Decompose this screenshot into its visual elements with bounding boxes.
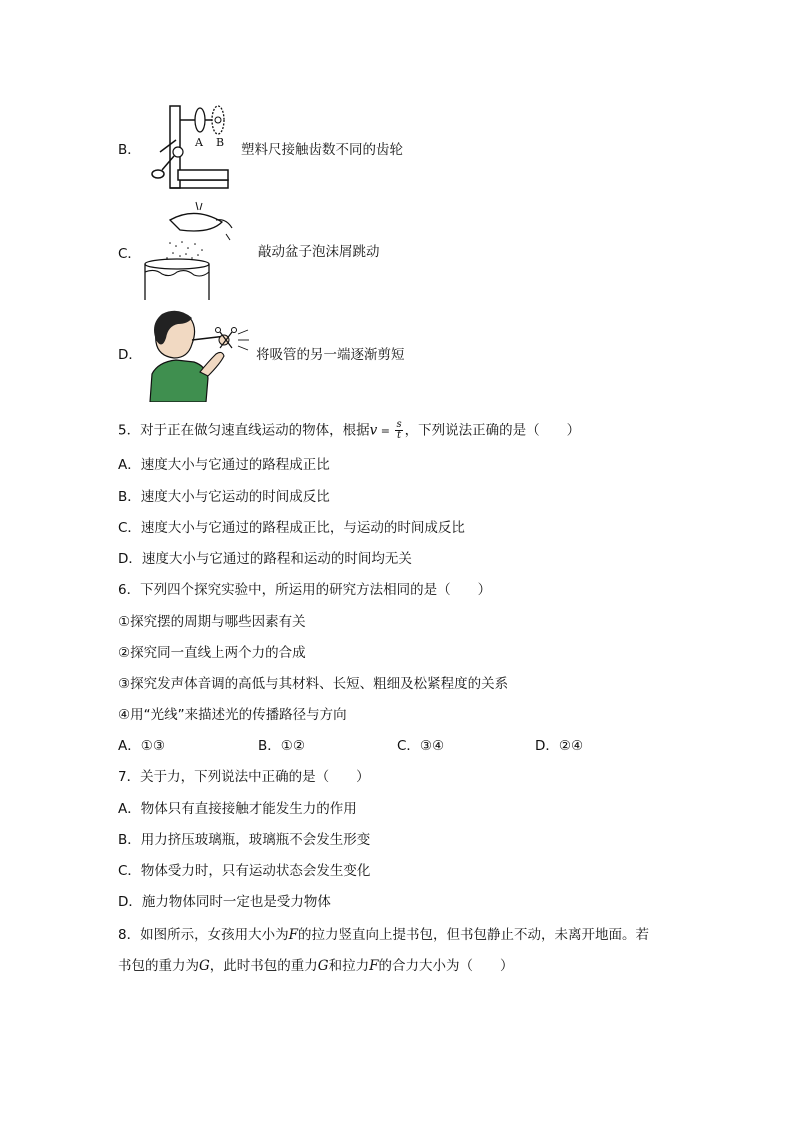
- q6-item-3: ③探究发声体音调的高低与其材料、长短、粗细及松紧程度的关系: [118, 676, 509, 692]
- q8-line-1: [118, 926, 649, 944]
- q8-var-g-2: G: [317, 958, 329, 974]
- q8-var-f-2: F: [369, 958, 379, 974]
- q5-formula-fraction: [395, 420, 402, 441]
- gear-label-a: A: [195, 136, 203, 149]
- q5-formula-num: s: [396, 419, 402, 430]
- q8-line2-c: 和拉力: [328, 958, 370, 974]
- gear-label-b: B: [216, 136, 225, 149]
- q5-option-d: D．速度大小与它通过的路程和运动的时间均无关: [118, 551, 412, 567]
- q6-stem: 6．下列四个探究实验中，所运用的研究方法相同的是（ ）: [118, 582, 492, 598]
- q5-formula-den: t: [397, 430, 402, 441]
- q8-line1-b: 的拉力竖直向上提书包，但书包静止不动，未离开地面。若: [297, 927, 649, 943]
- q8-line1-a: 8．如图所示，女孩用大小为: [118, 927, 289, 943]
- q5-stem-prefix: 5．对于正在做匀速直线运动的物体，根据: [118, 422, 370, 439]
- q4-option-c-text: 敲动盆子泡沫屑跳动: [258, 244, 380, 260]
- girl-straw-figure: [148, 310, 254, 402]
- q8-line2-b: ，此时书包的重力: [209, 958, 318, 974]
- q4-option-c-letter: C．: [118, 246, 141, 262]
- q8-line2-a: 书包的重力为: [118, 958, 199, 974]
- q5-option-b: B．速度大小与它运动的时间成反比: [118, 489, 330, 505]
- q7-option-b: B．用力挤压玻璃瓶，玻璃瓶不会发生形变: [118, 832, 371, 848]
- q8-line-2: [118, 957, 513, 975]
- q5-formula-lhs: v: [369, 422, 378, 439]
- q4-option-d-text: 将吸管的另一端逐渐剪短: [256, 347, 405, 363]
- q7-option-d: D．施力物体同时一定也是受力物体: [118, 894, 331, 910]
- q5-formula-eq: =: [377, 424, 394, 438]
- basin-foam-figure: [140, 198, 240, 303]
- q6-item-4: ④用“光线”来描述光的传播路径与方向: [118, 707, 347, 723]
- q6-item-2: ②探究同一直线上两个力的合成: [118, 645, 306, 661]
- q8-var-f: F: [288, 927, 298, 943]
- q5-stem: [118, 420, 580, 441]
- q4-option-b-letter: B．: [118, 142, 141, 158]
- q6-option-a: A．①③: [118, 738, 165, 754]
- q8-line2-d: 的合力大小为（ ）: [378, 958, 514, 974]
- q6-item-1: ①探究摆的周期与哪些因素有关: [118, 614, 306, 630]
- gear-apparatus-figure: [148, 100, 238, 196]
- q7-option-a: A．物体只有直接接触才能发生力的作用: [118, 801, 357, 817]
- q6-option-c: C．③④: [397, 738, 445, 754]
- q7-stem: 7．关于力，下列说法中正确的是（ ）: [118, 769, 370, 785]
- q5-option-a: A．速度大小与它通过的路程成正比: [118, 457, 330, 473]
- q4-option-d-letter: D．: [118, 347, 142, 363]
- q7-option-c: C．物体受力时，只有运动状态会发生变化: [118, 863, 371, 879]
- q8-var-g: G: [199, 958, 210, 974]
- q6-option-b: B．①②: [258, 738, 305, 754]
- q5-stem-suffix: ，下列说法正确的是（ ）: [404, 422, 581, 439]
- q4-option-b-text: 塑料尺接触齿数不同的齿轮: [241, 142, 403, 158]
- q6-option-d: D．②④: [535, 738, 584, 754]
- q5-option-c: C．速度大小与它通过的路程成正比，与运动的时间成反比: [118, 520, 465, 536]
